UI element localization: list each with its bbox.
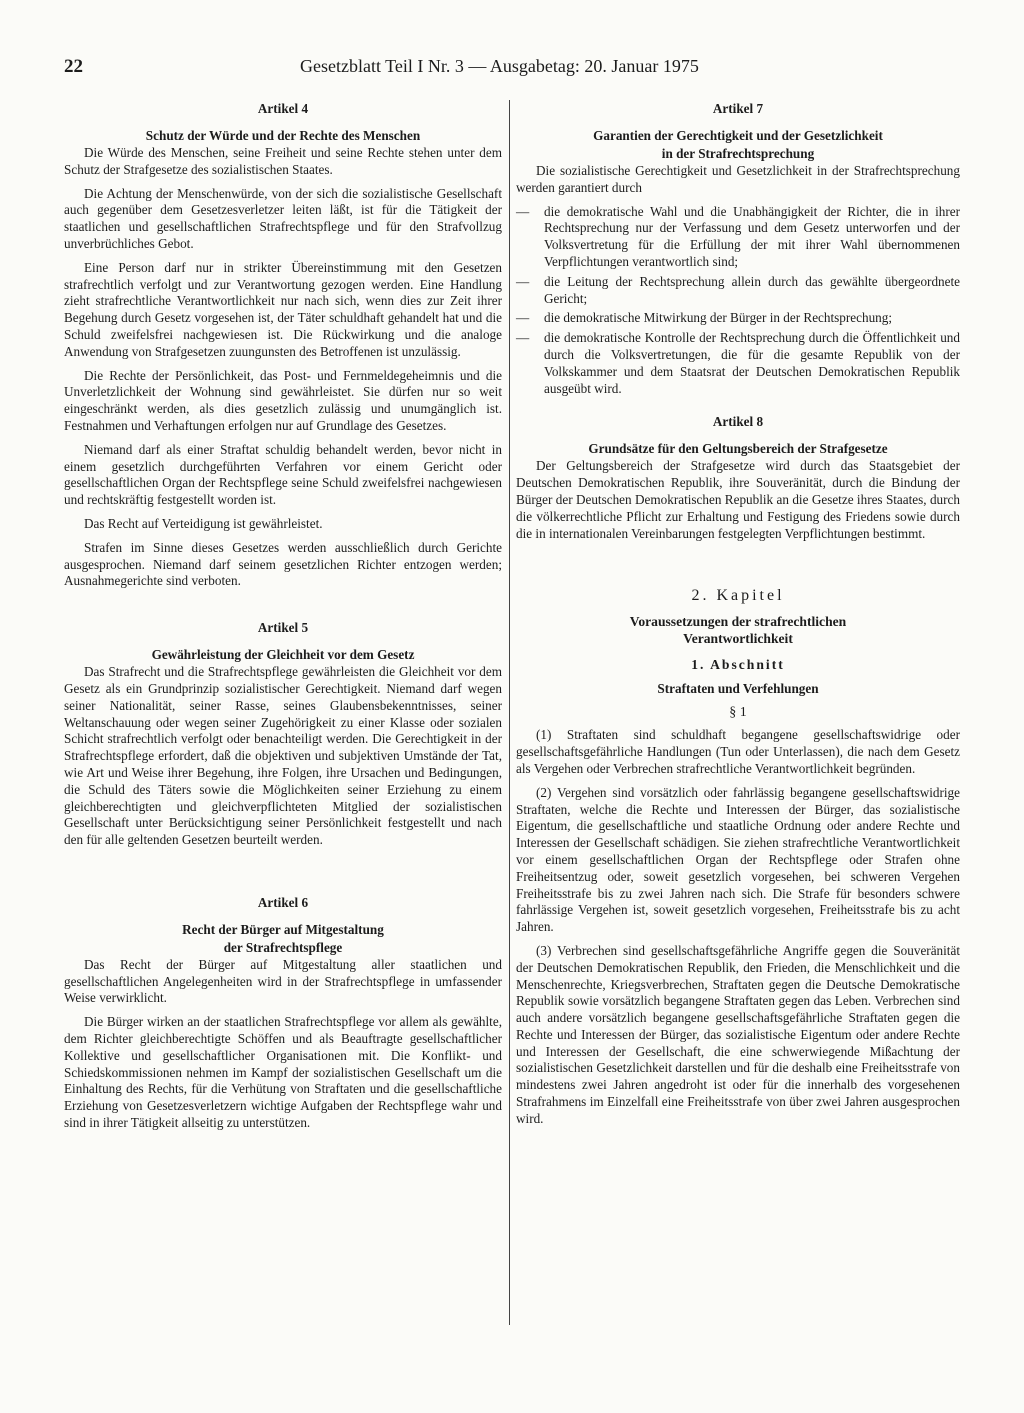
article-subtitle: Garantien der Gerechtigkeit und der Gesetzlichkeit bbox=[593, 128, 883, 143]
page-number: 22 bbox=[64, 56, 83, 77]
page-header bbox=[64, 56, 960, 80]
column-divider bbox=[509, 100, 510, 1325]
list-item: — die Leitung der Rechtsprechung allein durch das gewählte übergeordnete Gericht; bbox=[516, 274, 960, 308]
section-title: Straftaten und Verfehlungen bbox=[657, 681, 819, 697]
paragraph: Die Würde des Menschen, seine Freiheit und seine Rechte stehen unter dem Schutz der Strafgesetze des sozialistischen Staates. bbox=[64, 145, 502, 177]
paragraph: Die Bürger wirken an der staatlichen Strafrechtspflege vor allem als gewählte, dem Richter gleichberechtigte Schöffen und als Beauftragte gesellschaftlicher Kollektive und gesellschaftlicher Organisationen mit. Die Konflikt- und Schiedskommissionen nehmen im Kampf der sozialistischen Gesellschaft um die Einhaltung des Rechts, für die Verhütung von Straftaten und die gesellschaftliche Erziehung von Gesetzesverletzern wichtige Aufgaben der Rechtspflege wahr und sind in ihrer Tätigkeit allseitig zu unterstützen. bbox=[64, 1014, 502, 1131]
paragraph: Strafen im Sinne dieses Gesetzes werden ausschließlich durch Gerichte ausgesprochen. Niemand darf seinem gesetzlichen Richter entzogen werden; Ausnahmegerichte sind verboten. bbox=[64, 539, 502, 589]
dash-list bbox=[516, 204, 960, 398]
kapitel-2 bbox=[516, 587, 960, 1127]
paragraph: Die sozialistische Gerechtigkeit und Gesetzlichkeit in der Strafrechtsprechung werden garantiert durch bbox=[516, 163, 960, 195]
paragraph: (1) Straftaten sind schuldhaft begangene gesellschaftswidrige oder gesellschaftsgefährliche Handlungen (Tun oder Unterlassen), die nach dem Gesetz als Vergehen oder Verbrechen strafrechtliche Verantwortlichkeit begründen. bbox=[516, 727, 960, 776]
article-subtitle: Recht der Bürger auf Mitgestaltung bbox=[182, 921, 384, 937]
chapter-label: 2. Kapitel bbox=[691, 587, 785, 605]
article-title: Artikel 8 bbox=[712, 414, 764, 430]
paragraph: Die Rechte der Persönlichkeit, das Post- und Fernmeldegeheimnis und die Unverletzlichkeit der Wohnung sind gewährleistet. Sie dürfen nur so weit eingeschränkt werden, als dies gesetzlich zulässig und unumgänglich ist. Festnahmen und Verhaftungen erfolgen nur auf Grundlage des Gesetzes. bbox=[64, 367, 502, 433]
paragraph: (2) Vergehen sind vorsätzlich oder fahrlässig begangene gesellschaftswidrige Straftaten, welche die Rechte und Interessen der Bürger, das sozialistische Eigentum, die gesellschaftliche und staatliche Ordnung oder andere Rechte und Interessen der Gesellschaft schädigen. Sie ziehen strafrechtliche Verantwortlichkeit vor einem gesellschaftlichen Organ der Rechtspflege oder Strafen ohne Freiheitsentzug oder, soweit gesetzlich vorgesehen, bei schweren Vergehen Freiheitsstrafe bis zu zwei Jahren nach sich. Die Strafe für besonders schwere fahrlässige Vergehen ist, soweit gesetzlich vorgesehen, Freiheitsstrafe bis zu acht Jahren. bbox=[516, 784, 960, 935]
paragraph: Die Achtung der Menschenwürde, von der sich die sozialistische Gesellschaft auch gegenüber dem Gesetzesverletzer leiten läßt, ist für die Tätigkeit der staatlichen und gesellschaftlichen Strafrechtspflege und für den Strafvollzug unverbrüchliches Gebot. bbox=[64, 185, 502, 251]
paragraph: Das Strafrecht und die Strafrechtspflege gewährleisten die Gleichheit vor dem Gesetz als ein Grundprinzip sozialistischer Gerechtigkeit. Niemand darf wegen seiner Nationalität, seiner Rasse, seines Glaubensbekenntnisses, seiner Weltanschauung oder wegen seiner Zugehörigkeit zu einer Klasse oder sozialen Schicht strafrechtlich verfolgt oder benachteiligt werden. Die Gerechtigkeit in der Strafrechtspflege erfordert, daß die objektiven und subjektiven Umstände der Tat, wie Art und Weise ihrer Begehung, ihre Folgen, ihre Ursachen und Bedingungen, die Schuld des Täters sowie die Möglichkeiten seiner Erziehung zu einem gleichberechtigten und gleichverpflichteten Mitglied der sozialistischen Gesellschaft unter Berücksichtigung seiner Persönlichkeit festgestellt und nach den für alle geltenden Gesetzen beurteilt werden. bbox=[64, 664, 502, 848]
artikel-5 bbox=[64, 619, 502, 849]
paragraph: Niemand darf als einer Straftat schuldig behandelt werden, bevor nicht in einem gesetzlich durchgeführten Verfahren vor einem Gericht oder gesellschaftlichen Organ der Rechtspflege seine Schuld zweifelsfrei nachgewiesen und rechtskräftig festgestellt worden ist. bbox=[64, 441, 502, 508]
artikel-6 bbox=[64, 894, 502, 1132]
list-item: — die demokratische Wahl und die Unabhängigkeit der Richter, die in ihrer Rechtsprechung nur der Verfassung und dem Gesetz unterworfen und der Volksvertretung für die Erfüllung der mit ihrer Wahl übernommenen Verpflichtungen verantwortlich sind; bbox=[516, 204, 960, 271]
list-item: — die demokratische Mitwirkung der Bürger in der Rechtsprechung; bbox=[516, 310, 960, 327]
right-column bbox=[516, 100, 960, 1135]
article-title: Artikel 6 bbox=[257, 894, 309, 910]
chapter-title bbox=[516, 613, 960, 647]
paragraph: Das Recht der Bürger auf Mitgestaltung aller staatlichen und gesellschaftlichen Angelegenheiten wird in der Strafrechtspflege in umfassender Weise verwirklicht. bbox=[64, 956, 502, 1006]
article-subtitle: der Strafrechtspflege bbox=[223, 939, 343, 955]
paragraph: Das Recht auf Verteidigung ist gewährleistet. bbox=[84, 515, 323, 531]
article-title: Artikel 4 bbox=[257, 101, 309, 116]
section-label: 1. Abschnitt bbox=[691, 657, 785, 673]
paragraph-sign: § 1 bbox=[729, 705, 747, 721]
artikel-8 bbox=[516, 413, 960, 542]
list-item: — die demokratische Kontrolle der Rechtsprechung durch die Öffentlichkeit und durch die Volksvertretungen, die für die gesamte Republik von der Volkskammer und dem Staatsrat der Deutschen Demokratischen Republik ausgeübt wird. bbox=[516, 330, 960, 397]
paragraph: (3) Verbrechen sind gesellschaftsgefährliche Angriffe gegen die Souveränität der Deutschen Demokratischen Republik, den Frieden, die Menschlichkeit und die Menschenrechte, Kriegsverbrechen, Straftaten gegen die Deutsche Demokratische Republik sowie vorsätzlich begangene Straftaten gegen das Leben. Verbrechen sind auch andere vorsätzlich begangene gesellschaftsgefährliche Straftaten gegen die Rechte und Interessen der Bürger, das sozialistische Eigentum oder andere Rechte und Interessen der Gesellschaft, die eine schwerwiegende Mißachtung der sozialistischen Gesetzlichkeit darstellen und für die deshalb eine Freiheitsstrafe von mindestens zwei Jahren angedroht ist oder für die innerhalb des vorgesehenen Strafrahmens im Einzelfall eine Freiheitsstrafe von über zwei Jahren ausgesprochen wird. bbox=[516, 942, 960, 1126]
article-title: Artikel 7 bbox=[712, 101, 764, 116]
chapter-title-line: Verantwortlichkeit bbox=[683, 631, 793, 647]
article-subtitle: Grundsätze für den Geltungsbereich der Strafgesetze bbox=[588, 441, 888, 457]
paragraph: Eine Person darf nur in strikter Übereinstimmung mit den Gesetzen strafrechtlich verfolgt und zur Verantwortung gezogen werden. Eine Handlung zieht strafrechtliche Verantwortlichkeit nur nach sich, wenn dies zur Zeit ihrer Begehung durch Gesetz vorgesehen ist, der Täter schuldhaft gehandelt hat und die Schuld zweifelsfrei nachgewiesen ist. Die Rückwirkung und die analoge Anwendung von Strafgesetzen zuungunsten des Betroffenen ist unzulässig. bbox=[64, 259, 502, 359]
paragraph: Der Geltungsbereich der Strafgesetze wird durch das Staatsgebiet der Deutschen Demokratischen Republik, ihre Souveränität, durch die Bindung der Bürger der Deutschen Demokratischen Republik an die Gesetze ihres Staates, durch die völkerrechtliche Pflicht zur Erhaltung und Festigung des Friedens sowie durch die in internationalen Vereinbarungen festgelegten Verpflichtungen bestimmt. bbox=[516, 458, 960, 541]
article-title: Artikel 5 bbox=[257, 620, 309, 636]
article-subtitle: Schutz der Würde und der Rechte des Menschen bbox=[145, 128, 421, 143]
running-head: Gesetzblatt Teil I Nr. 3 — Ausgabetag: 20. Januar 1975 bbox=[300, 56, 699, 76]
artikel-4 bbox=[64, 100, 502, 590]
chapter-title-line: Voraussetzungen der strafrechtlichen bbox=[629, 614, 847, 630]
article-subtitle: in der Strafrechtsprechung bbox=[661, 146, 815, 161]
artikel-7 bbox=[516, 100, 960, 397]
left-column bbox=[64, 100, 502, 1139]
article-subtitle: Gewährleistung der Gleichheit vor dem Gesetz bbox=[151, 647, 415, 663]
